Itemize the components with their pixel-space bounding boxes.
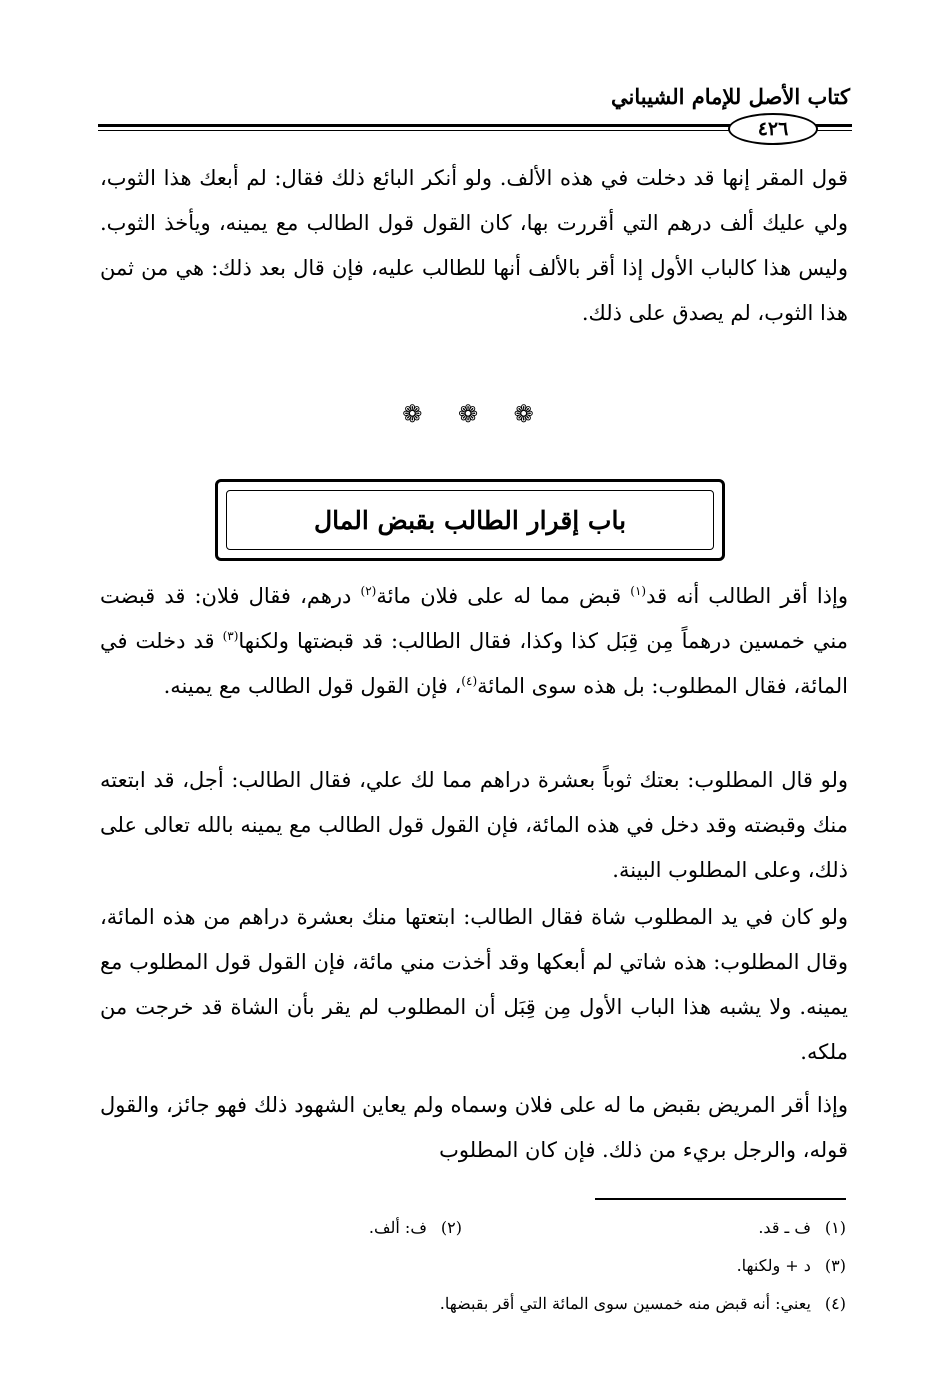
footnote-1-number: (١) <box>824 1218 846 1237</box>
paragraph-2-text-1: وإذا أقر الطالب أنه قد <box>646 584 849 608</box>
paragraph-5: وإذا أقر المريض بقبض ما له على فلان وسماه ولم يعاين الشهود ذلك فهو جائز، والقول قوله، والرجل بريء من ذلك. فإن كان المطلوب <box>100 1093 848 1162</box>
footnote-ref-1[interactable]: (١) <box>630 584 647 598</box>
chapter-heading-inner-frame <box>226 490 714 550</box>
footnote-4 <box>440 1294 846 1313</box>
footnote-4-text: يعني: أنه قبض منه خمسين سوى المائة التي أقر بقبضها. <box>439 1294 811 1313</box>
page-number-badge <box>728 113 818 145</box>
paragraph-2-text-3: درهم، فقال فلان: قد قبضت مني خمسين درهماً مِن قِبَل كذا وكذا، فقال الطالب: قد قبضتها ولكنها <box>100 584 848 653</box>
paragraph-2-text-4: قد دخلت في المائة، فقال المطلوب: بل هذه سوى المائة <box>100 629 848 698</box>
section-ornament: ❁ ❁ ❁ <box>402 400 548 428</box>
paragraph-4: ولو كان في يد المطلوب شاة فقال الطالب: ابتعتها منك بعشرة دراهم من هذه المائة، وقال المطلوب: هذه شاتي لم أبعكها وقد أخذت مني مائة، فإن القول قول المطلوب مع يمينه. ولا يشبه هذا الباب الأول مِن قِبَل أن المطلوب لم يقر بأن الشاة قد خرجت من ملكه. <box>100 905 848 1064</box>
paragraph-3: ولو قال المطلوب: بعتك ثوباً بعشرة دراهم مما لك علي، فقال الطالب: أجل، قد ابتعته منك وقبضته وقد دخل في هذه المائة، فإن القول قول الطالب مع يمينه بالله تعالى على ذلك، وعلى المطلوب البينة. <box>100 768 848 882</box>
paragraph-2 <box>100 574 848 709</box>
chapter-heading-frame <box>215 479 725 561</box>
footnote-ref-2[interactable]: (٢) <box>360 584 377 598</box>
footnote-ref-4[interactable]: (٤) <box>461 674 478 688</box>
footnote-2-text: ف: ألف. <box>368 1218 427 1237</box>
paragraph-1: قول المقر إنها قد دخلت في هذه الألف. ولو أنكر البائع ذلك فقال: لم أبعك هذا الثوب، ولي عليك ألف درهم التي أقررت بها، كان القول قول الطالب مع يمينه، ويأخذ الثوب. وليس هذا كالباب الأول إذا أقر بالألف أنها للطالب عليه، فإن قال بعد ذلك: هي من ثمن هذا الثوب، لم يصدق على ذلك. <box>100 166 848 325</box>
chapter-title: باب إقرار الطالب بقبض المال <box>313 505 627 535</box>
footnote-4-number: (٤) <box>824 1294 846 1313</box>
paragraph-2-text-5: ، فإن القول قول الطالب مع يمينه. <box>163 674 462 698</box>
footnote-ref-3[interactable]: (٣) <box>222 629 239 643</box>
footnote-2-number: (٢) <box>440 1218 462 1237</box>
running-title: كتاب الأصل للإمام الشيباني <box>611 84 850 109</box>
footnote-separator <box>595 1198 846 1200</box>
footnote-3-text: د + ولكنها. <box>736 1256 811 1275</box>
footnote-2 <box>369 1218 462 1237</box>
footnote-1 <box>758 1218 846 1237</box>
footnote-3-number: (٣) <box>824 1256 846 1275</box>
footnote-1-text: ف ـ قد. <box>758 1218 811 1237</box>
paragraph-2-text-2: قبض مما له على فلان مائة <box>376 584 631 608</box>
footnote-3 <box>737 1256 846 1275</box>
page-number: ٤٢٦ <box>757 118 789 140</box>
